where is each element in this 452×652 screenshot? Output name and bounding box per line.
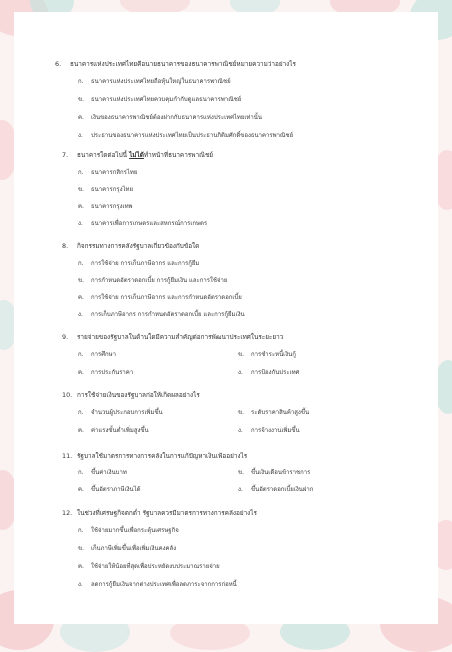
question-10: [62, 392, 200, 398]
option-letter: ก.: [78, 351, 84, 358]
option-item: [78, 370, 133, 376]
option-letter: ค.: [78, 369, 84, 376]
option-text: การป้องกันประเทศ: [251, 369, 300, 376]
option-letter: ง.: [78, 581, 83, 588]
option-item: [78, 295, 242, 301]
option-letter: ก.: [78, 78, 84, 85]
option-item: [78, 312, 245, 318]
option-text: การใช้จ่าย การเก็บภาษีอากร และการกำหนดอัตราดอกเบี้ย: [91, 294, 242, 301]
option-item: [238, 470, 310, 476]
option-text: การเก็บภาษีอากร การกำหนดอัตราดอกเบี้ย และการกู้ยืมเงิน: [91, 311, 245, 318]
option-text: ธนาคารแห่งประเทศไทยถือหุ้นใหญ่ในธนาคารพาณิชย์: [91, 78, 231, 85]
option-item: [78, 261, 199, 267]
option-letter: ข.: [78, 96, 85, 103]
question-number: 12.: [62, 509, 73, 517]
option-item: [238, 352, 296, 358]
option-item: [78, 528, 179, 534]
question-12: [62, 510, 257, 516]
question-text: ธนาคารใดต่อไปนี้: [77, 151, 130, 159]
option-letter: ค.: [78, 427, 84, 434]
option-text: การใช้จ่าย การเก็บภาษีอากร และการกู้ยืม: [91, 260, 200, 267]
option-item: [78, 97, 241, 103]
question-text: รายจ่ายของรัฐบาลในด้านใดมีความสำคัญต่อการพัฒนาประเทศในระยะยาว: [77, 333, 284, 341]
question-number: 7.: [62, 151, 69, 159]
option-text: ใช้จ่ายให้น้อยที่สุดเพื่อประหยัดงบประมาณรายจ่าย: [91, 563, 220, 570]
question-6: [55, 61, 296, 67]
question-number: 9.: [62, 333, 69, 341]
question-7: [62, 152, 213, 158]
question-text: กิจกรรมทางการคลังรัฐบาลเกี่ยวข้องกับข้อใด: [77, 242, 200, 250]
option-letter: ก.: [78, 260, 84, 267]
option-item: [78, 352, 116, 358]
option-item: [238, 487, 313, 493]
option-item: [78, 546, 176, 552]
option-item: [78, 133, 293, 139]
option-item: [78, 582, 237, 588]
option-text: จำนวนผู้ประกอบการเพิ่มขึ้น: [91, 409, 163, 416]
option-text: ลดการกู้ยืมเงินจากต่างประเทศเพื่อลดภาระจากการก่อหนี้: [91, 581, 237, 588]
option-item: [78, 187, 133, 193]
option-item: [78, 170, 137, 176]
option-letter: ข.: [238, 469, 245, 476]
option-text: ขึ้นอัตราดอกเบี้ยเงินฝาก: [251, 486, 314, 493]
option-item: [78, 470, 127, 476]
option-letter: ง.: [238, 427, 243, 434]
option-item: [78, 221, 207, 227]
option-text: ระดับราคาสินค้าสูงขึ้น: [251, 409, 310, 416]
option-item: [78, 204, 132, 210]
question-text: ธนาคารแห่งประเทศไทยคือนายธนาคารของธนาคารพาณิชย์หมายความว่าอย่างไร: [70, 60, 296, 68]
option-text: การประกันราคา: [91, 369, 134, 376]
option-letter: ค.: [78, 486, 84, 493]
option-letter: ค.: [78, 203, 84, 210]
question-number: 11.: [62, 452, 73, 460]
option-letter: ง.: [78, 220, 83, 227]
option-item: [238, 410, 309, 416]
option-item: [78, 410, 163, 416]
option-letter: ง.: [238, 369, 243, 376]
option-letter: ก.: [78, 469, 84, 476]
option-text: ประธานของธนาคารแห่งประเทศไทยเป็นประธานกิติมศักดิ์ของธนาคารพาณิชย์: [91, 132, 294, 139]
option-text: ค่าแรงขั้นต่ำเพิ่มสูงขึ้น: [91, 427, 149, 434]
option-text: เงินของธนาคารพาณิชย์ต้องฝากกับธนาคารแห่งประเทศไทยเท่านั้น: [91, 114, 262, 121]
question-number: 10.: [62, 391, 73, 399]
question-number: 8.: [62, 242, 69, 250]
option-item: [78, 278, 227, 284]
option-letter: ง.: [238, 486, 243, 493]
option-letter: ง.: [78, 132, 83, 139]
option-letter: ค.: [78, 294, 84, 301]
option-letter: ข.: [238, 409, 245, 416]
option-item: [78, 564, 220, 570]
option-letter: ก.: [78, 527, 84, 534]
option-text: ขึ้นค่าเงินบาท: [91, 469, 127, 476]
question-8: [62, 243, 199, 249]
option-letter: ค.: [78, 114, 84, 121]
option-item: [78, 487, 141, 493]
option-letter: ข.: [78, 186, 85, 193]
option-text: การกำหนดอัตราดอกเบี้ย การกู้ยืมเงิน และการใช้จ่าย: [91, 277, 228, 284]
option-item: [78, 79, 231, 85]
option-letter: ก.: [78, 169, 84, 176]
question-9: [62, 334, 283, 340]
option-text: ขึ้นอัตราภาษีเงินได้: [91, 486, 141, 493]
question-number: 6.: [55, 60, 62, 68]
question-text: ในช่วงที่เศรษฐกิจตกต่ำ รัฐบาลควรมีมาตรการทางการคลังอย่างไร: [77, 509, 257, 517]
option-letter: ข.: [78, 545, 85, 552]
option-text: เก็บภาษีเพิ่มขึ้นเพื่อเพิ่มเงินคงคลัง: [91, 545, 177, 552]
option-text: ธนาคารกสิกรไทย: [91, 169, 138, 176]
option-text: ธนาคารกรุงเทพ: [91, 203, 133, 210]
option-item: [238, 428, 300, 434]
option-text: การชำระหนี้เงินกู้: [251, 351, 296, 358]
option-letter: ข.: [238, 351, 245, 358]
question-text: ทำหน้าที่ธนาคารพาณิชย์: [143, 151, 214, 159]
option-text: ธนาคารเพื่อการเกษตรและสหกรณ์การเกษตร: [91, 220, 208, 227]
option-text: ขึ้นเงินเดือนข้าราชการ: [251, 469, 311, 476]
question-emphasis: ไม่ได้: [129, 151, 144, 159]
question-11: [62, 453, 247, 459]
question-text: รัฐบาลใช้มาตรการทางการคลังในการแก้ปัญหาเงินเฟ้ออย่างไร: [77, 452, 248, 460]
option-text: การศึกษา: [91, 351, 116, 358]
option-text: ใช้จ่ายมากขึ้นเพื่อกระตุ้นเศรษฐกิจ: [91, 527, 179, 534]
option-item: [238, 370, 299, 376]
option-text: ธนาคารกรุงไทย: [91, 186, 134, 193]
option-text: การจ้างงานเพิ่มขึ้น: [251, 427, 300, 434]
option-text: ธนาคารแห่งประเทศไทยควบคุมกำกับดูแลธนาคารพาณิชย์: [91, 96, 242, 103]
option-item: [78, 115, 262, 121]
option-letter: ข.: [78, 277, 85, 284]
option-letter: ก.: [78, 409, 84, 416]
option-letter: ง.: [78, 311, 83, 318]
option-item: [78, 428, 149, 434]
question-text: การใช้จ่ายเงินของรัฐบาลก่อให้เกิดผลอย่างไร: [77, 391, 200, 399]
option-letter: ค.: [78, 563, 84, 570]
